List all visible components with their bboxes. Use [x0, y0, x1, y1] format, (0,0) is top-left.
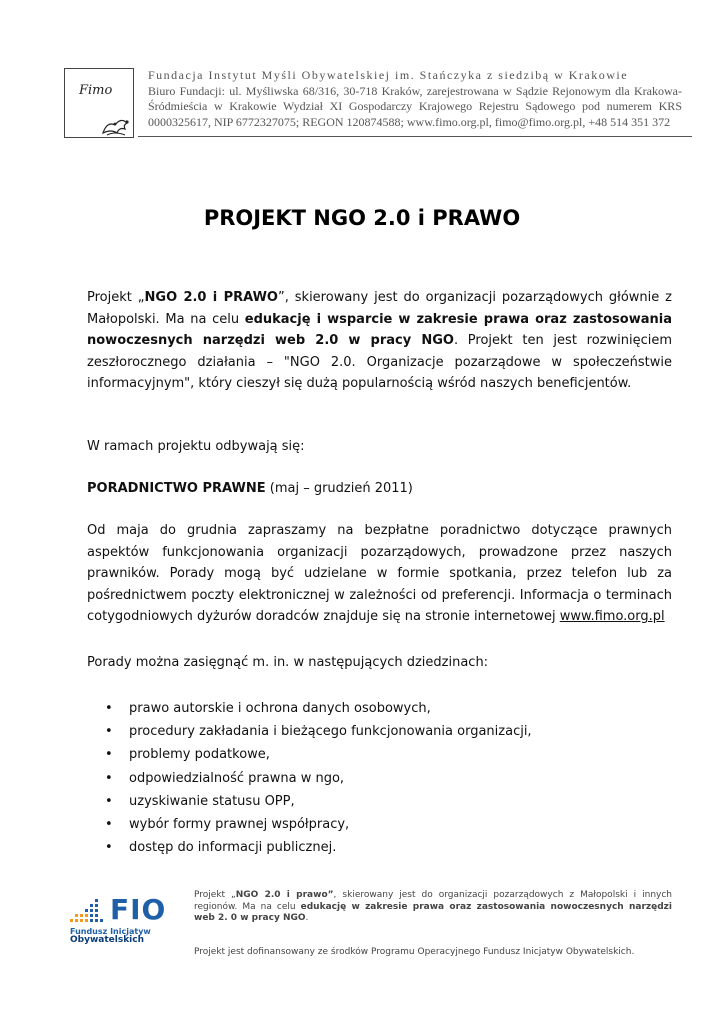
- topic-text: problemy podatkowe,: [129, 747, 270, 763]
- topic-text: wybór formy prawnej współpracy,: [129, 816, 350, 832]
- section-heading: [87, 478, 672, 500]
- footer-info: [194, 890, 672, 958]
- list-item: [87, 767, 672, 790]
- list-item: [87, 813, 672, 836]
- consult-text: Od maja do grudnia zapraszamy na bezpłatne poradnictwo dotyczące prawnych aspektów funkcjonowania organizacji pozarządowych, prowadzone przez naszych prawników. Porady mogą być udzielane w formie spotkania, przez telefon lub za pośrednictwem poczty elektronicznej w zależności od preferencji. Informacja o terminach cotygodniowych dyżurów doradców znajduje się na stronie internetowej: [87, 523, 672, 624]
- section-heading-dates: (maj – grudzień 2011): [265, 481, 413, 496]
- footer-project-description: [194, 890, 672, 925]
- footer-goal: edukację w zakresie prawa oraz zastosowania nowoczesnych narzędzi web 2. 0 w pracy NGO: [194, 901, 673, 923]
- foundation-info: [148, 68, 682, 130]
- fio-logo-letters: FIO: [110, 893, 167, 926]
- intro-project-name: NGO 2.0 i PRAWO: [144, 290, 278, 305]
- intro-text-1: Projekt „: [87, 290, 145, 305]
- list-item: [87, 697, 672, 720]
- foundation-name: Fundacja Instytut Myśli Obywatelskiej im. Stańczyka z siedzibą w Krakowie: [148, 68, 629, 82]
- intro-text-3: . Projekt ten jest rozwinięciem zeszłorocznego działania – "NGO 2.0. Organizacje pozarządowe w społeczeństwie informacyjnym", który cieszył się dużą popularnością wśród naszych beneficjentów.: [87, 333, 672, 391]
- list-item: [87, 836, 672, 859]
- bullet-icon: •: [105, 793, 113, 809]
- topic-text: procedury zakładania i bieżącego funkcjonowania organizacji,: [129, 724, 532, 740]
- fimo-logo-text: Fimo: [79, 83, 113, 98]
- bullet-icon: •: [105, 840, 113, 856]
- list-item: [87, 790, 672, 813]
- bullet-icon: •: [105, 747, 113, 763]
- bullet-icon: •: [105, 724, 113, 740]
- fio-logo-subtitle: [70, 927, 151, 945]
- footer-text-2: , skierowany jest do organizacji pozarządowych z Małopolski i innych regionów. Ma na celu: [194, 890, 672, 912]
- fio-logo-sub2: Obywatelskich: [70, 935, 145, 945]
- footer-text-1: Projekt „: [194, 890, 236, 900]
- topic-text: uzyskiwanie statusu OPP,: [129, 793, 295, 809]
- topic-text: odpowiedzialność prawna w ngo,: [129, 770, 345, 786]
- fimo-logo: [64, 68, 134, 138]
- intro-paragraph: [87, 287, 672, 395]
- consult-paragraph: [87, 520, 672, 628]
- letterhead: [62, 66, 692, 138]
- intro-text-2: ”, skierowany jest do organizacji pozarządowych głównie z Małopolski. Ma na celu: [87, 290, 673, 327]
- page-title: PROJEKT NGO 2.0 i PRAWO: [203, 206, 521, 230]
- footer-text-3: .: [305, 913, 309, 923]
- topic-text: dostęp do informacji publicznej.: [129, 840, 337, 856]
- footer-project-name: NGO 2.0 i prawo”: [235, 890, 334, 900]
- section-heading-title: PORADNICTWO PRAWNE: [87, 481, 266, 496]
- bullet-icon: •: [105, 701, 113, 716]
- list-item: [87, 743, 672, 766]
- footer-funding: Projekt jest dofinansowany ze środków Programu Operacyjnego Fundusz Inicjatyw Obywatelskich.: [194, 946, 635, 957]
- bullet-icon: •: [105, 770, 113, 786]
- topic-text: prawo autorskie i ochrona danych osobowych,: [129, 701, 431, 716]
- bullet-icon: •: [105, 816, 113, 832]
- list-item: [87, 720, 672, 743]
- intro-goal: edukację i wsparcie w zakresie prawa oraz zastosowania nowoczesnych narzędzi web 2.0 w pracy NGO: [87, 311, 672, 348]
- topics-intro: Porady można zasięgnąć m. in. w następujących dziedzinach:: [87, 655, 489, 670]
- header-divider: [138, 136, 692, 137]
- fio-dots-icon: [70, 899, 106, 925]
- topics-list: [87, 697, 672, 859]
- foundation-registration: Biuro Fundacji: ul. Myśliwska 68/316, 30-718 Kraków, zarejestrowana w Sądzie Rejonowym dla Krakowa-Śródmieścia w Krakowie Wydział XI Gospodarczy Krajowego Rejestru Sądowego pod numerem KRS 0000325617, NIP 6772327075; REGON 120874588; www.fimo.org.pl, fimo@fimo.org.pl, +48 514 351 372: [148, 83, 682, 129]
- fimo-jester-icon: [101, 113, 131, 137]
- fio-logo: [70, 893, 180, 953]
- fimo-website-link[interactable]: www.fimo.org.pl: [559, 609, 665, 624]
- fio-logo-sub1: Fundusz Inicjatyw: [70, 927, 151, 936]
- within-project-text: W ramach projektu odbywają się:: [87, 439, 305, 454]
